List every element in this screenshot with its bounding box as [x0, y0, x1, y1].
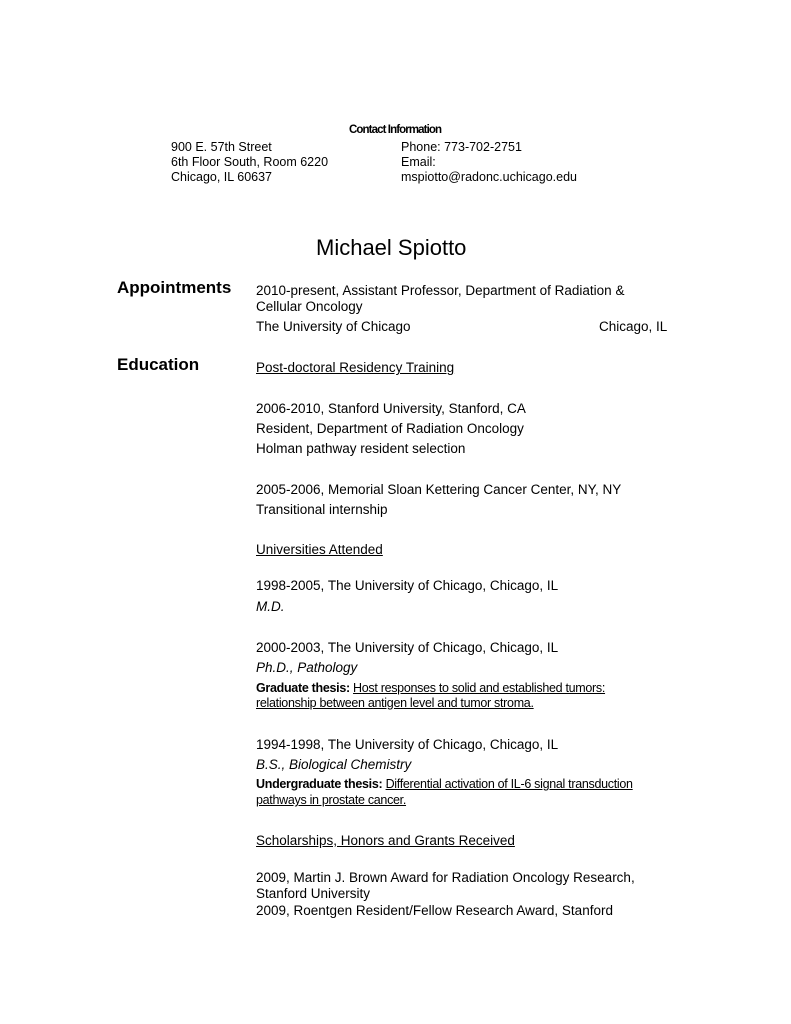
- person-name: Michael Spiotto: [316, 235, 467, 260]
- contact-heading: Contact Information: [349, 124, 442, 136]
- md-degree: M.D.: [256, 599, 285, 614]
- appointment-line-2: Cellular Oncology: [256, 299, 363, 314]
- phd-thesis: [256, 681, 605, 696]
- phd-thesis-title-line-1: Host responses to solid and established tumors:: [353, 681, 606, 695]
- phd-thesis-label: Graduate thesis:: [256, 681, 350, 695]
- education-heading: Education: [117, 355, 200, 374]
- email-label: Email:: [401, 155, 436, 169]
- residency-title: Post-doctoral Residency Training: [256, 360, 455, 375]
- appointments-heading: Appointments: [117, 278, 232, 297]
- md-line: 1998-2005, The University of Chicago, Chicago, IL: [256, 578, 559, 593]
- residency-stanford-line-2: Resident, Department of Radiation Oncology: [256, 421, 524, 436]
- residency-stanford-line-1: 2006-2010, Stanford University, Stanford, CA: [256, 401, 526, 416]
- honors-line-1: 2009, Martin J. Brown Award for Radiation Oncology Research,: [256, 870, 635, 885]
- phd-thesis-title-line-2: relationship between antigen level and tumor stroma.: [256, 696, 534, 710]
- address-line-2: 6th Floor South, Room 6220: [171, 155, 329, 169]
- bs-thesis-title-line-1: Differential activation of IL-6 signal transduction: [385, 777, 633, 791]
- bs-thesis: [256, 777, 633, 792]
- appointment-line-1: 2010-present, Assistant Professor, Department of Radiation &: [256, 283, 625, 298]
- honors-line-2: Stanford University: [256, 886, 371, 901]
- address-line-1: 900 E. 57th Street: [171, 140, 272, 154]
- residency-mskcc-line-2: Transitional internship: [256, 502, 388, 517]
- bs-thesis-title-line-2: pathways in prostate cancer.: [256, 793, 407, 807]
- honors-title: Scholarships, Honors and Grants Received: [256, 833, 515, 848]
- bs-degree: B.S., Biological Chemistry: [256, 757, 412, 772]
- email: mspiotto@radonc.uchicago.edu: [401, 170, 577, 184]
- address-line-3: Chicago, IL 60637: [171, 170, 273, 184]
- residency-mskcc-line-1: 2005-2006, Memorial Sloan Kettering Cancer Center, NY, NY: [256, 482, 622, 497]
- appointment-institution: The University of Chicago: [256, 319, 411, 334]
- phd-line: 2000-2003, The University of Chicago, Chicago, IL: [256, 640, 559, 655]
- universities-title: Universities Attended: [256, 542, 383, 557]
- phone: Phone: 773-702-2751: [401, 140, 522, 154]
- bs-line: 1994-1998, The University of Chicago, Chicago, IL: [256, 737, 559, 752]
- residency-stanford-line-3: Holman pathway resident selection: [256, 441, 466, 456]
- appointment-location: Chicago, IL: [599, 319, 668, 334]
- bs-thesis-label: Undergraduate thesis:: [256, 777, 383, 791]
- phd-degree: Ph.D., Pathology: [256, 660, 358, 675]
- honors-line-3: 2009, Roentgen Resident/Fellow Research Award, Stanford: [256, 903, 613, 918]
